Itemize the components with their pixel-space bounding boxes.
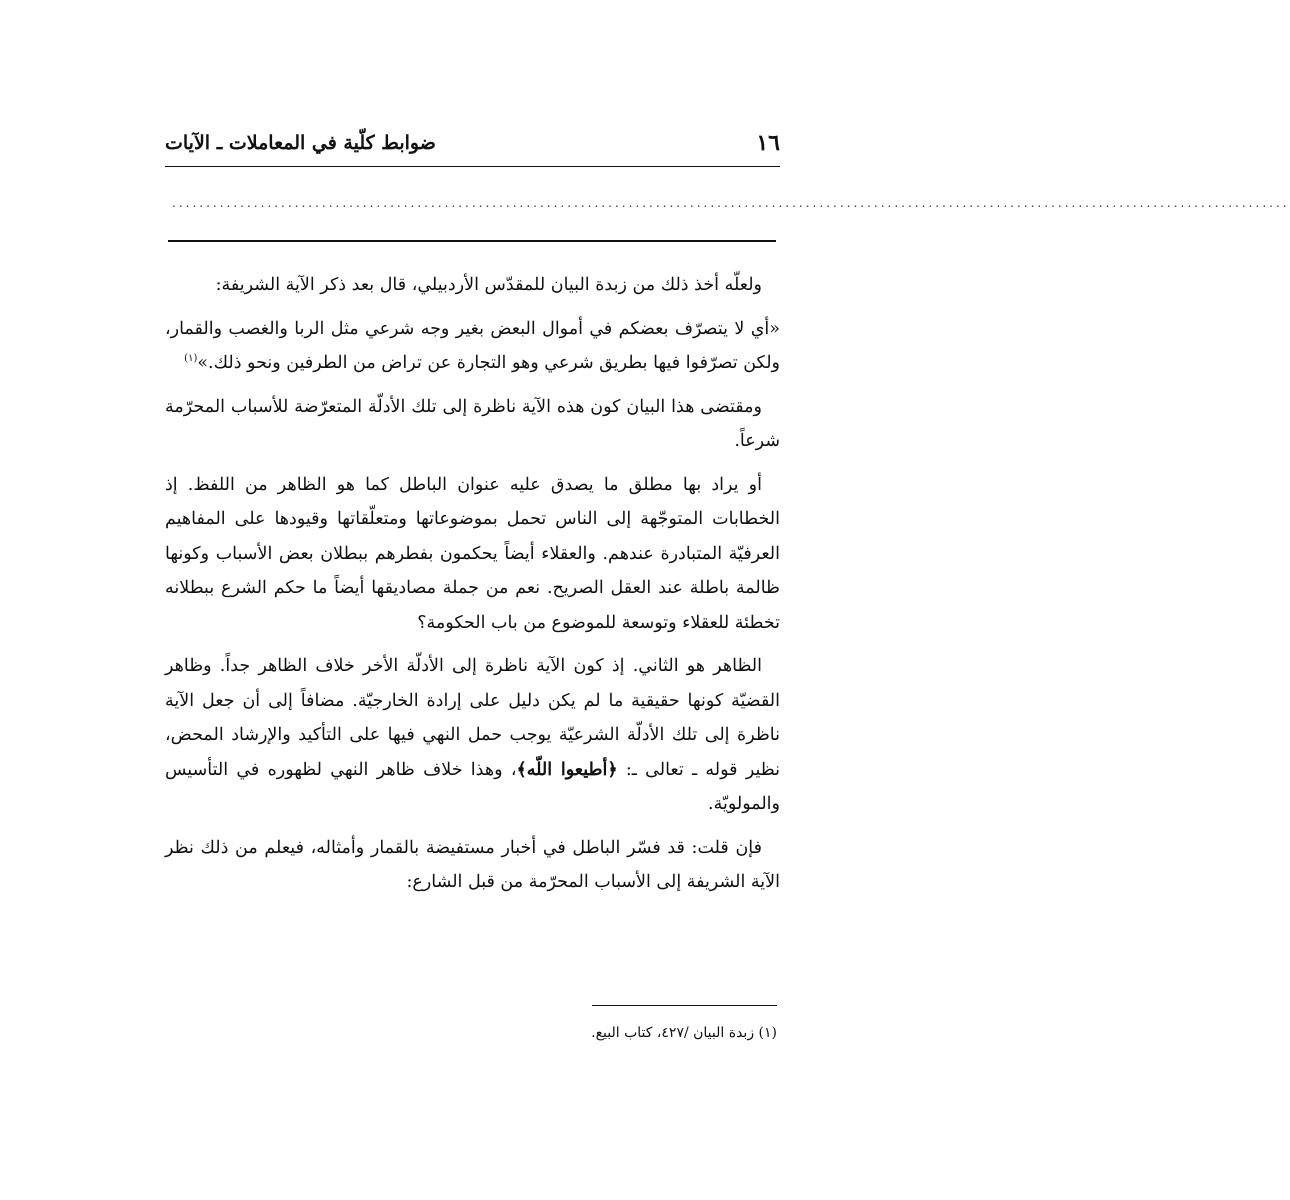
header-rule — [165, 166, 780, 167]
quranic-verse: ﴿أطيعوا اللّه﴾ — [516, 759, 618, 780]
footnote-marker: (١) — [184, 353, 198, 365]
paragraph-quote — [165, 312, 780, 381]
paragraph-implication: ومقتضى هذا البيان كون هذه الآية ناظرة إلى تلك الأدلّة المتعرّضة للأسباب المحرّمة شرعاً. — [165, 396, 780, 451]
paragraph-answer — [165, 649, 780, 822]
footnote: (١) زبدة البيان /٤٢٧، كتاب البيع. — [591, 1025, 777, 1041]
paragraph-intro: ولعلّه أخذ ذلك من زبدة البيان للمقدّس الأردبيلي، قال بعد ذكر الآية الشريفة: — [215, 275, 762, 295]
paragraph-objection: فإن قلت: قد فسّر الباطل في أخبار مستفيضة بالقمار وأمثاله، فيعلم من ذلك نظر الآية الشريفة إلى الأسباب المحرّمة من قبل الشارع: — [165, 837, 780, 892]
running-title: ضوابط كلّية في المعاملات ـ الآيات — [165, 132, 436, 154]
body-text — [165, 268, 780, 909]
page-number: ١٦ — [756, 130, 780, 156]
answer-text-before: الظاهر هو الثاني. إذ كون الآية ناظرة إلى الأدلّة الأخر خلاف الظاهر جداً. وظاهر القضيّة كونها حقيقية ما لم يكن دليل على إرادة الخارجيّة. مضافاً إلى أن جعل الآية ناظرة إلى تلك الأدلّة الشرعيّة يوجب حمل النهي فيها على التأكيد والإرشاد المحض، نظير قوله ـ تعالى ـ: — [165, 656, 780, 780]
dotted-separator: .................................................................................................................................................................... — [172, 196, 1290, 210]
quote-text: «أي لا يتصرّف بعضكم في أموال البعض بغير وجه شرعي مثل الربا والغصب والقمار، ولكن تصرّفوا فيها بطريق شرعي وهو التجارة عن تراض من الطرفين ونحو ذلك.» — [165, 318, 780, 373]
running-header — [165, 130, 780, 164]
footnote-rule — [592, 1005, 777, 1006]
paragraph-alternative: أو يراد بها مطلق ما يصدق عليه عنوان الباطل كما هو الظاهر من اللفظ. إذ الخطابات المتوجّهة إلى الناس تحمل بموضوعاتها ومتعلّقاتها وقيودها على المفاهيم العرفيّة المتبادرة عندهم. والعقلاء أيضاً يحكمون بفطرهم ببطلان بعض الأسباب وكونها ظالمة باطلة عند العقل الصريح. نعم من جملة مصاديقها أيضاً ما حكم الشرع ببطلانه تخطئة للعقلاء وتوسعة للموضوع من باب الحكومة؟ — [165, 474, 780, 633]
section-rule — [168, 240, 776, 242]
answer-text-after: ، وهذا خلاف ظاهر النهي لظهوره في التأسيس والمولويّة. — [165, 759, 780, 814]
